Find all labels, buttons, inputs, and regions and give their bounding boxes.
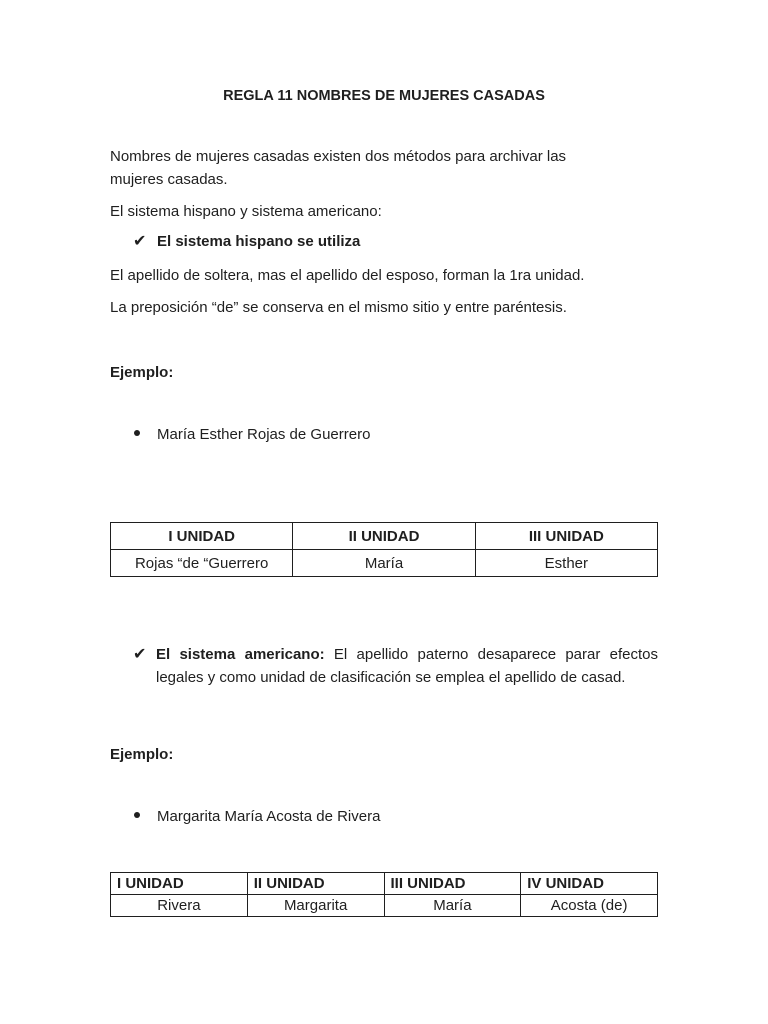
hispano-table (110, 522, 658, 577)
hispano-example-name: María Esther Rojas de Guerrero (157, 426, 371, 443)
table-header-cell: I UNIDAD (111, 523, 293, 550)
hispano-example-item (134, 426, 370, 443)
bullet-icon (134, 812, 140, 818)
table-cell: Margarita (247, 895, 384, 917)
table-header-row (111, 873, 658, 895)
table-cell: Rojas “de “Guerrero (111, 550, 293, 577)
intro-line-2: mujeres casadas. (110, 171, 228, 188)
hispano-heading: El sistema hispano se utiliza (157, 233, 361, 250)
table-row (111, 550, 658, 577)
americano-heading: El sistema americano: (156, 646, 325, 663)
table-header-cell: II UNIDAD (293, 523, 475, 550)
table-header-cell: III UNIDAD (384, 873, 521, 895)
systems-line: El sistema hispano y sistema americano: (110, 203, 382, 220)
intro-line-1: Nombres de mujeres casadas existen dos métodos para archivar las (110, 148, 567, 165)
table-header-row (111, 523, 658, 550)
americano-example-label: Ejemplo: (110, 746, 174, 763)
checkmark-icon: ✔ (133, 233, 147, 250)
table-cell: María (293, 550, 475, 577)
bullet-icon (134, 430, 140, 436)
hispano-example-label: Ejemplo: (110, 364, 174, 381)
americano-example-item (134, 808, 380, 825)
table-cell: María (384, 895, 521, 917)
table-cell: Rivera (111, 895, 248, 917)
americano-table (110, 872, 658, 917)
intro-paragraph (110, 145, 658, 191)
table-cell: Acosta (de) (521, 895, 658, 917)
americano-paragraph (133, 643, 658, 689)
checkmark-icon: ✔ (133, 646, 147, 663)
table-header-cell: IV UNIDAD (521, 873, 658, 895)
table-header-cell: III UNIDAD (475, 523, 657, 550)
americano-example-name: Margarita María Acosta de Rivera (157, 808, 381, 825)
hispano-rule-2: La preposición “de” se conserva en el mismo sitio y entre paréntesis. (110, 299, 567, 316)
table-row (111, 895, 658, 917)
americano-text: El apellido paterno desaparece parar efectos legales y como unidad de clasificación se emplea el apellido de casad. (156, 646, 658, 686)
document-title: REGLA 11 NOMBRES DE MUJERES CASADAS (223, 88, 545, 104)
table-header-cell: I UNIDAD (111, 873, 248, 895)
table-cell: Esther (475, 550, 657, 577)
hispano-rule-1: El apellido de soltera, mas el apellido del esposo, forman la 1ra unidad. (110, 267, 585, 284)
hispano-heading-item (133, 231, 360, 251)
table-header-cell: II UNIDAD (247, 873, 384, 895)
